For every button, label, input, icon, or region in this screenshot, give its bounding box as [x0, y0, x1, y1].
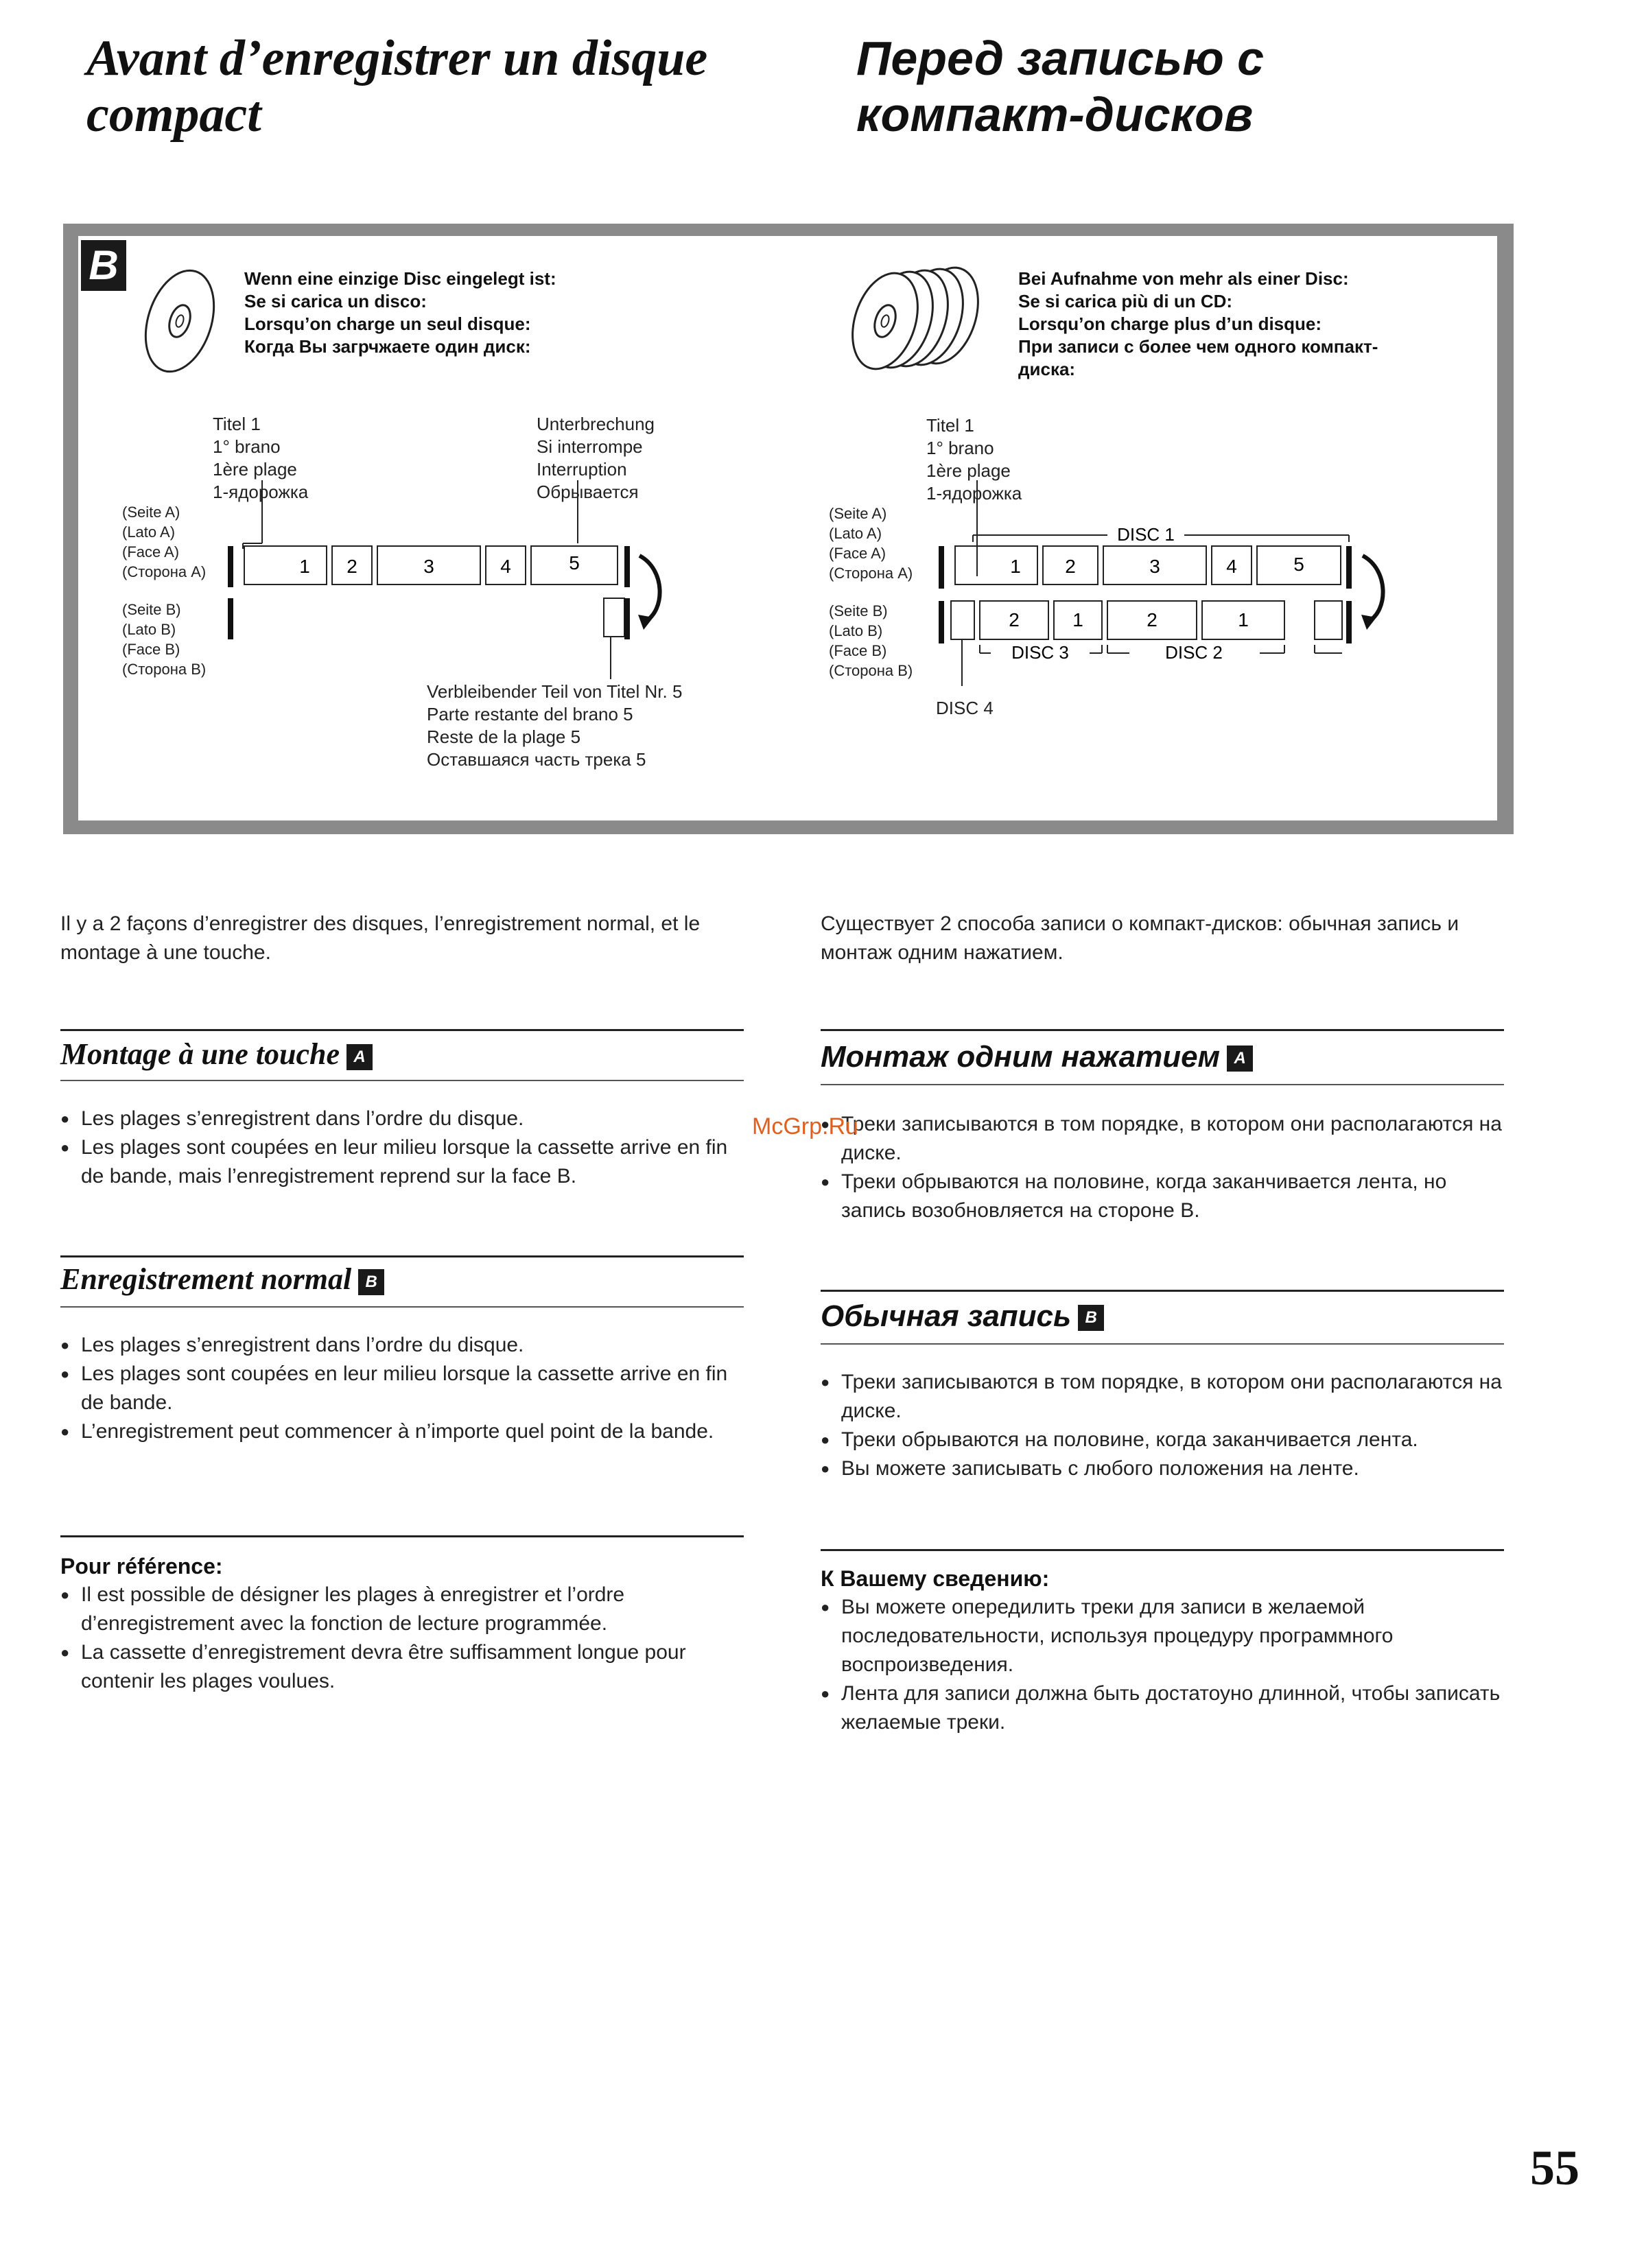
- caption-multi-disc: [1018, 268, 1471, 381]
- intro-ru: Существует 2 способа записи о компакт-дисков: обычная запись и монтаж одним нажатием.: [821, 912, 1459, 964]
- list-item: ● Les plages s’enregistrent dans l’ordre du disque.: [60, 1331, 744, 1360]
- label-line: Reste de la plage 5: [427, 727, 581, 747]
- section-title-text: Enregistrement normal: [60, 1262, 352, 1296]
- label-line: (Face A): [829, 545, 886, 562]
- disc2-label: DISC 2: [1165, 642, 1223, 663]
- label-line: 1ère plage: [213, 459, 297, 480]
- list-item: ● Треки записываются в том порядке, в котором они располагаются на диске.: [821, 1110, 1504, 1168]
- label-line: (Lato A): [829, 525, 882, 542]
- caption-line: Bei Aufnahme von mehr als einer Disc:: [1018, 268, 1349, 289]
- label-line: Verbleibender Teil von Titel Nr. 5: [427, 681, 683, 702]
- section-b-list-fr: [60, 1331, 744, 1446]
- section-b-icon: B: [358, 1269, 384, 1295]
- track-number: 1: [1238, 609, 1249, 630]
- multi-disc-tape-diagram: [930, 480, 1424, 700]
- section-rule: [821, 1029, 1504, 1031]
- list-item: ● Il est possible de désigner les plages à enregistrer et l’ordre d’enregistrement avec la fonction de lecture programmée.: [60, 1581, 744, 1638]
- track-box-empty: [1315, 601, 1342, 639]
- section-a-list-fr: [60, 1105, 744, 1191]
- caption-line: Wenn eine einzige Disc eingelegt ist:: [244, 268, 556, 289]
- turn-arrow: [1363, 556, 1383, 622]
- disc3-label: DISC 3: [1011, 642, 1069, 663]
- label-line: (Сторона A): [829, 565, 913, 582]
- label-line: Оставшаяся часть трека 5: [427, 749, 646, 770]
- title-fr-line2: compact: [86, 86, 261, 143]
- list-item: ● Треки обрываются на половине, когда заканчивается лента, но запись возобновляется на стороне B.: [821, 1168, 1504, 1225]
- reference-list-ru: [821, 1593, 1504, 1737]
- label-line: (Seite A): [122, 504, 180, 521]
- side-a-start-bar: [228, 546, 233, 587]
- label-line: (Face A): [122, 543, 180, 560]
- list-item: ● Les plages s’enregistrent dans l’ordre du disque.: [60, 1105, 744, 1133]
- watermark: McGrp.Ru: [752, 1113, 858, 1139]
- side-b-label-right: [829, 601, 913, 681]
- turn-arrow: [639, 556, 660, 622]
- disc1-label: DISC 1: [1117, 524, 1175, 545]
- track-number: 5: [569, 552, 580, 574]
- label-line: 1ère plage: [926, 460, 1011, 481]
- list-item: ● Les plages sont coupées en leur milieu lorsque la cassette arrive en fin de bande, mais l’enregistrement reprend sur la face B.: [60, 1133, 744, 1191]
- section-title-text: Монтаж одним нажатием: [821, 1040, 1221, 1074]
- track-number: 2: [1009, 609, 1020, 630]
- caption-single-disc: [244, 268, 725, 358]
- label-line: Titel 1: [213, 414, 261, 434]
- list-item: ● Треки записываются в том порядке, в котором они располагаются на диске.: [821, 1368, 1504, 1426]
- section-b-icon: B: [1078, 1305, 1104, 1331]
- caption-line: диска:: [1018, 359, 1076, 379]
- list-item: ● Треки обрываются на половине, когда заканчивается лента.: [821, 1426, 1504, 1454]
- label-line: (Lato B): [122, 621, 176, 638]
- section-title-text: Обычная запись: [821, 1299, 1072, 1333]
- remaining-track-box: [604, 598, 624, 637]
- title-fr-line1: Avant d’enregistrer un disque: [86, 30, 708, 86]
- label-line: (Face B): [829, 642, 887, 659]
- section-b-title-ru: [821, 1298, 1104, 1335]
- track-box: [955, 546, 1037, 584]
- section-rule: [821, 1549, 1504, 1551]
- track-number: 4: [1226, 556, 1237, 577]
- label-line: 1° brano: [926, 438, 994, 458]
- disc4-label: DISC 4: [936, 698, 994, 718]
- label-line: (Seite A): [829, 505, 887, 522]
- single-disc-icon: [137, 261, 226, 377]
- side-a-end-bar: [624, 546, 630, 587]
- figure-badge: B: [81, 240, 126, 291]
- section-b-title-fr: [60, 1261, 384, 1298]
- label-line: 1-ядорожка: [926, 483, 1022, 504]
- caption-line: Se si carica un disco:: [244, 291, 427, 311]
- page-title-fr: [86, 30, 759, 143]
- intro-fr: Il y a 2 façons d’enregistrer des disques, l’enregistrement normal, et le montage à une touche.: [60, 912, 701, 964]
- section-rule: [60, 1306, 744, 1308]
- side-a-start-bar: [939, 546, 944, 589]
- multi-disc-icon: [843, 261, 1000, 377]
- disc4-track-box: [951, 601, 974, 639]
- side-b-end-bar: [1346, 601, 1352, 643]
- title-ru-line1: Перед записью с: [856, 32, 1265, 85]
- track-number: 1: [1072, 609, 1083, 630]
- list-item: ● La cassette d’enregistrement devra être suffisamment longue pour contenir les plages voulues.: [60, 1638, 744, 1696]
- list-item: ● Лента для записи должна быть достатоуно длинной, чтобы записать желаемые треки.: [821, 1679, 1504, 1737]
- track-number: 2: [1065, 556, 1076, 577]
- track-number: 5: [1293, 554, 1304, 575]
- label-line: (Сторона A): [122, 563, 207, 580]
- section-rule: [821, 1343, 1504, 1345]
- section-a-title-fr: [60, 1036, 373, 1073]
- side-b-start-bar: [228, 598, 233, 639]
- label-line: 1-ядорожка: [213, 482, 309, 502]
- list-item: ● Вы можете опередилить треки для записи в желаемой последовательности, используя процедуру программного воспроизведения.: [821, 1593, 1504, 1679]
- track-number: 4: [500, 556, 511, 577]
- caption-line: Lorsqu’on charge plus d’un disque:: [1018, 314, 1322, 334]
- side-b-start-bar: [939, 601, 944, 643]
- label-line: (Сторона B): [122, 661, 207, 678]
- section-a-list-ru: [821, 1110, 1504, 1225]
- section-rule: [60, 1535, 744, 1537]
- track-box: [244, 546, 327, 584]
- list-item: ● L’enregistrement peut commencer à n’importe quel point de la bande.: [60, 1417, 744, 1446]
- reference-title-ru: К Вашему сведению:: [821, 1566, 1050, 1591]
- section-rule: [60, 1029, 744, 1031]
- section-a-icon: A: [1227, 1046, 1253, 1072]
- list-item: ● Les plages sont coupées en leur milieu lorsque la cassette arrive en fin de bande.: [60, 1360, 744, 1417]
- reference-list-fr: [60, 1581, 744, 1696]
- list-item: ● Вы можете записывать с любого положения на ленте.: [821, 1454, 1504, 1483]
- track-number: 3: [1149, 556, 1160, 577]
- label-line: (Lato A): [122, 523, 176, 541]
- caption-line: При записи с более чем одного компакт-: [1018, 336, 1378, 357]
- side-b-label: [122, 600, 206, 679]
- section-rule: [60, 1080, 744, 1081]
- caption-line: Когда Вы загрчжаете один диск:: [244, 336, 531, 357]
- label-line: Titel 1: [926, 415, 974, 436]
- label-line: Unterbrechung: [537, 414, 655, 434]
- label-line: (Face B): [122, 641, 180, 658]
- page-title-ru: [856, 30, 1529, 143]
- label-line: Si interrompe: [537, 436, 643, 457]
- section-a-title-ru: [821, 1039, 1253, 1076]
- section-rule: [821, 1084, 1504, 1085]
- label-line: 1° brano: [213, 436, 281, 457]
- label-line: (Lato B): [829, 622, 883, 639]
- track-number: 1: [299, 556, 310, 577]
- track-number: 2: [1147, 609, 1158, 630]
- label-line: (Seite B): [829, 602, 888, 619]
- caption-line: Lorsqu’on charge un seul disque:: [244, 314, 531, 334]
- page-number: 55: [1530, 2140, 1579, 2195]
- side-b-end-bar: [624, 598, 630, 639]
- side-a-end-bar: [1346, 546, 1352, 589]
- label-line: (Seite B): [122, 601, 181, 618]
- label-line: Parte restante del brano 5: [427, 704, 633, 724]
- section-b-list-ru: [821, 1368, 1504, 1483]
- section-rule: [60, 1255, 744, 1257]
- label-line: (Сторона B): [829, 662, 913, 679]
- track-number: 3: [423, 556, 434, 577]
- caption-line: Se si carica più di un CD:: [1018, 291, 1233, 311]
- section-title-text: Montage à une touche: [60, 1037, 340, 1071]
- title-ru-line2: компакт-дисков: [856, 88, 1254, 141]
- reference-title-fr: Pour référence:: [60, 1554, 223, 1579]
- section-rule: [821, 1290, 1504, 1292]
- remaining-part-label: [427, 681, 682, 771]
- track-number: 2: [346, 556, 357, 577]
- side-a-label: [122, 502, 206, 582]
- track-number: 1: [1010, 556, 1021, 577]
- section-a-icon: A: [346, 1044, 373, 1070]
- single-disc-tape-diagram: [220, 480, 700, 686]
- label-line: Interruption: [537, 459, 627, 480]
- label-line: Обрывается: [537, 482, 639, 502]
- side-a-label-right: [829, 504, 913, 583]
